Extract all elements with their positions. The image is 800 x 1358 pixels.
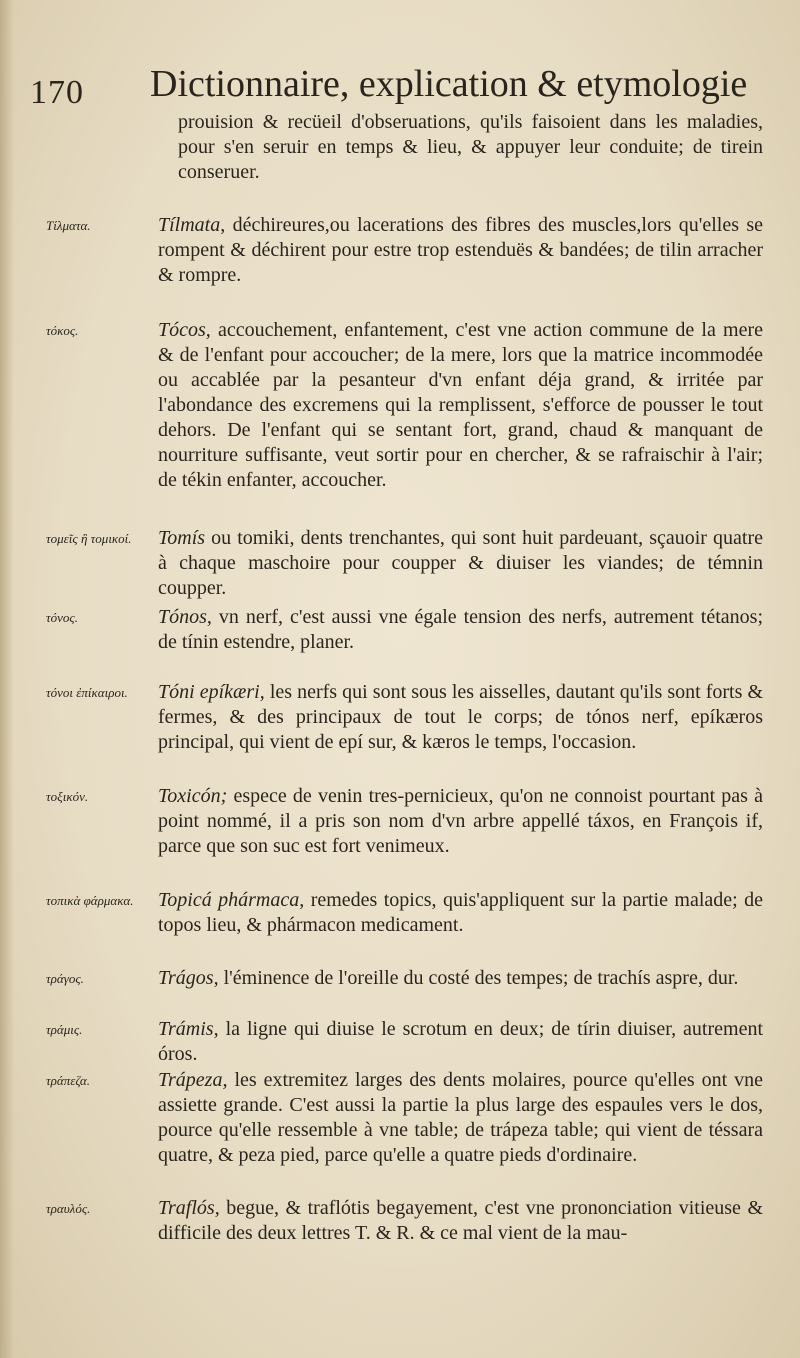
entry-text bbox=[158, 1017, 763, 1067]
entry-definition: ou tomiki, dents trenchantes, qui sont huit pardeuant, sçauoir quatre à chaque maschoire pour coupper & diuiser les viandes; de témnin coupper. bbox=[158, 527, 764, 599]
entry-definition: les nerfs qui sont sous les aisselles, dautant qu'ils sont forts & fermes, & des principaux de tout le corps; de tónos nerf, epíkæros principal, qui vient de epí sur, & kæros le temps, l'occasion. bbox=[158, 681, 764, 753]
entry-text bbox=[158, 888, 763, 938]
greek-term: τράγος. bbox=[46, 971, 84, 986]
entry-definition: begue, & traflótis begayement, c'est vne prononciation vitieuse & difficile des deux lettres T. & R. & ce mal vient de la mau- bbox=[158, 1197, 764, 1244]
entry-headword: Toxicón; bbox=[158, 785, 228, 807]
entry-text bbox=[158, 318, 763, 493]
greek-term: τομεῖς ἢ τομικοί. bbox=[46, 531, 132, 546]
entry-headword: Tónos, bbox=[158, 606, 212, 628]
entry-headword: Tócos, bbox=[158, 319, 211, 341]
entry-headword: Traflós, bbox=[158, 1197, 220, 1219]
entry-headword: Trápeza, bbox=[158, 1069, 228, 1091]
greek-term: τοπικὰ φάρμακα. bbox=[46, 893, 134, 908]
entry-text bbox=[158, 966, 763, 991]
entry-definition: remedes topics, quis'appliquent sur la partie malade; de topos lieu, & phármacon medicament. bbox=[158, 889, 764, 936]
greek-term: τόνοι ἐπίκαιροι. bbox=[46, 685, 128, 700]
entry-headword: Tílmata, bbox=[158, 214, 226, 236]
entry-text bbox=[158, 605, 763, 655]
entry-definition: l'éminence de l'oreille du costé des tempes; de trachís aspre, dur. bbox=[223, 967, 739, 989]
page-edge-shadow bbox=[0, 0, 14, 1358]
entry-headword: Topicá phármaca, bbox=[158, 889, 305, 911]
greek-term: τόνος. bbox=[46, 610, 78, 625]
entry-headword: Trágos, bbox=[158, 967, 219, 989]
entry-definition: espece de venin tres-pernicieux, qu'on ne connoist pourtant pas à point nommé, il a pris son nom d'vn arbre appellé táxos, en François if, parce que son suc est fort venimeux. bbox=[158, 785, 764, 857]
entry-text bbox=[158, 526, 763, 601]
entry-headword: Tomís bbox=[158, 527, 206, 549]
entry-text bbox=[158, 1196, 763, 1246]
running-title: Dictionnaire, explication & etymologie bbox=[150, 63, 748, 105]
greek-term: τοξικόν. bbox=[46, 789, 89, 804]
greek-term: τραυλός. bbox=[46, 1201, 91, 1216]
entry-text bbox=[158, 680, 763, 755]
entry-definition: les extremitez larges des dents molaires, pource qu'elles ont vne assiette grande. C'est aussi la partie la plus large des espaules vers le dos, pource qu'elle ressemble à vne table; de trápeza table; qui vient de téssara quatre, & peza pied, parce qu'elle a quatre pieds d'ordinaire. bbox=[158, 1069, 763, 1166]
greek-term: Τίλματα. bbox=[46, 218, 91, 233]
entry-text bbox=[158, 784, 763, 859]
entry-text bbox=[158, 1068, 763, 1168]
greek-term: τόκος. bbox=[46, 323, 79, 338]
entry-headword: Tóni epíkæri, bbox=[158, 681, 265, 703]
entry-headword: Trámis, bbox=[158, 1018, 219, 1040]
entry-definition: accouchement, enfantement, c'est vne action commune de la mere & de l'enfant pour accoucher; de la mere, lors que la matrice incommodée ou accablée par la pesanteur d'vn enfant déja grand, & irritée par l'abondance des excremens qui la remplissent, s'efforce de pousser le tout dehors. De l'enfant qui se sentant fort, grand, chaud & manquant de nourriture suffisante, veut sortir pour en chercher, & se rafraischir à l'air; de tékin enfanter, accoucher. bbox=[158, 319, 763, 491]
page-number: 170 bbox=[30, 74, 84, 111]
continued-paragraph: prouision & recüeil d'obseruations, qu'ils faisoient dans les maladies, pour s'en seruir en temps & lieu, & appuyer leur conduite; de tirein conseruer. bbox=[178, 111, 763, 183]
greek-term: τράμις. bbox=[46, 1022, 83, 1037]
entry-text bbox=[158, 213, 763, 288]
entry-definition: vn nerf, c'est aussi vne égale tension des nerfs, autrement tétanos; de tínin estendre, planer. bbox=[158, 606, 764, 653]
entry-definition: déchireures,ou lacerations des fibres des muscles,lors qu'elles se rompent & déchirent pour estre trop estenduës & bandées; de tilin arracher & rompre. bbox=[158, 214, 763, 286]
greek-term: τράπεζα. bbox=[46, 1073, 90, 1088]
entry-definition: la ligne qui diuise le scrotum en deux; de tírin diuiser, autrement óros. bbox=[158, 1018, 764, 1065]
